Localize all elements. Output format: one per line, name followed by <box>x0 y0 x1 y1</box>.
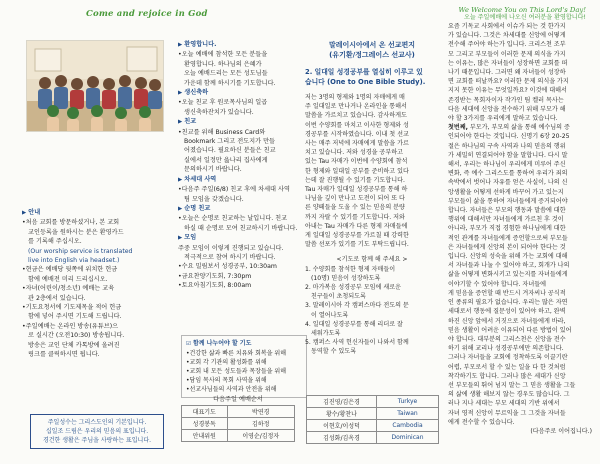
arrow-icon: ▶ <box>178 176 183 183</box>
arrow-icon: ▶ <box>178 235 183 242</box>
arrow-icon: ▶ <box>22 210 27 216</box>
next-gen-line: •다음주 주일(6/8) 친교 후에 차세대 사역 <box>178 186 290 194</box>
guide-line: 함에 예배전 미리 드리십시오. <box>28 275 108 283</box>
birthday-line: 생신축하잔치가 있습니다. <box>184 108 254 116</box>
mission-letter-subtitle: (유기환/정그레이스 선교사) <box>329 51 415 59</box>
checkbox-icon: ☑ <box>186 341 191 347</box>
guide-line: •주일예배는 온라인 방송(유튜브)으 <box>22 322 119 330</box>
mission-letter-body: 저는 3명의 형제와 1명의 자매에게 매 주 일대일로 만나거나 온라인을 통해서 말씀을 가르치고 있습니다. 감사하게도 이번 수양회를 마치고 이사한 형제와 성 경공부를 시작하였습니다. 이내 첫 선교 사는 매주 저녁에 자매에게 말씀을 가르 치고 있습니다. 저와 성경을 공부하고 있는 Tau 자매가 이번에 수양회에 참석 한 형제와 일대일 공부를 준비하고 있다 는데 잘 진행될 수 있기를 기도합니다. Tau 자매가 일대일 성경공부를 통해 하 나님을 깊이 만나고 도전이 되어 또 다 른 양떼들을 도울 수 있는 믿음의 분량 까지 자랄 수 있기를 기도합니다. 저와 아내는 Tau 자매가 다른 형제 자매들에 게 일대일 성경공부를 가르칠 때 강력한 말씀 선포가 있기를 기도 부탁드립니다. <box>305 94 409 249</box>
arrow-icon: ▶ <box>178 42 183 48</box>
prayer-request-list: 1. 수양회를 참석한 형제 자매들이 (10명) 믿음이 성장하도록 2. 마가복음 성경공부 모임에 새로운 친구들이 초청되도록 3. 말레이시아 각 캠퍼스마다 전도의 문 이 열어나도록 4. 일대일 성경공부를 통해 리더로 잘 세워가도록 5. 캠퍼스 사역 헌신자들이 나와서 함께 동역할 수 있도록 <box>305 265 409 356</box>
guide-line: 로 실시간 (오전10:30) 방송됩니다. <box>28 332 125 340</box>
guide-line: 교인등록을 원하시는 분은 환영카드 <box>28 228 124 236</box>
announcement-column-1 <box>22 208 170 360</box>
service-role: 성경봉독 <box>182 418 228 430</box>
meetings-line: 적극적으로 참여 하시기 바랍니다. <box>184 253 276 261</box>
guide-line: 함에 넣어 주시면 기도해 드립니다. <box>28 313 122 321</box>
guide-heading: ▶ 안내 <box>22 209 41 216</box>
welcome-korean: 오늘 주일예배에 나오신 여러분을 환영합니다! <box>463 14 586 21</box>
service-person: 이영순/김정자 <box>227 430 295 442</box>
guide-line: 관 2층에서 있습니다. <box>28 294 86 302</box>
guide-line: •처음 교회를 방문하셨거나, 본 교회 <box>22 219 120 227</box>
next-gen-line: 팀 모임을 갖겠습니다. <box>184 195 244 203</box>
fellowship-line: 문의하시기 바랍니다. <box>184 166 242 174</box>
guide-line: •자녀(어린이/청소년) 예배는 교육 <box>22 285 115 293</box>
welcome-line: 가운데 함께 하시기를 기도합니다. <box>184 79 276 87</box>
service-role: 대표기도 <box>182 406 228 418</box>
motto-box <box>30 414 164 449</box>
shared-prayer-line: •선교사님들의 사역과 안전을 위해 <box>186 386 277 393</box>
fellowship-line: 어졌습니다. 필요하신 분들은 친교 <box>184 147 276 155</box>
meetings-line: •수요 밀림보서 성경공부, 10:30am <box>178 263 277 271</box>
guide-line: •현금은 예배당 뒷쪽에 위치한 헌금 <box>22 266 118 274</box>
fellowship-line: Bookmark 그리고 전도지가 만들 <box>184 138 276 146</box>
table-row <box>307 396 439 408</box>
table-row <box>182 418 295 430</box>
missionary-table <box>306 395 439 444</box>
motto-line: 경건한 생활은 주님을 사랑하는 표입니다. <box>42 437 152 444</box>
service-table-caption: 다음주일 예배순서 <box>213 396 263 403</box>
guide-line: •기도요청서에 기도제목을 적어 헌금 <box>22 304 122 312</box>
announcement-column-2 <box>178 40 300 291</box>
shared-prayer-line: •담임 목사의 목회 사역을 위해 <box>186 377 267 384</box>
pastor-column <box>448 22 592 436</box>
section-heading: 2. 일대일 성경공부를 열심히 이루고 있 습니다 (One to One Bible Study). <box>305 68 426 86</box>
table-row <box>307 432 439 444</box>
meetings-line: 주중 모임이 이렇게 진행되고 있습니다. <box>178 244 284 252</box>
birthday-heading: ▶ 생신축하 <box>178 89 209 97</box>
guide-line: 를 기록해 주십시오. <box>28 238 82 246</box>
welcome-heading: ▶ 환영합니다. <box>178 41 217 48</box>
birthday-line: •오늘 친교 후 원로목사님의 일곱 <box>178 99 268 107</box>
arrow-icon: ▶ <box>178 90 183 97</box>
welcome-english: We Welcome You on This Lord's Day! <box>458 6 586 14</box>
table-row <box>182 406 295 418</box>
meetings-line: •토요아침기도회, 8:00am <box>178 282 252 290</box>
mission-letter-title: 말레이시아에서 온 선교편지 <box>328 41 416 49</box>
service-role: 안내위원 <box>182 430 228 442</box>
mission-country: Cambodia <box>376 420 438 432</box>
prayer-request-heading: <기도로 함께 해 주세요 > <box>336 256 408 264</box>
meetings-line: •금요찬양기도회, 7:30pm <box>178 272 252 280</box>
service-person: 김하정 <box>227 418 295 430</box>
header-left-title: Come and rejoice in God <box>86 9 208 19</box>
welcome-line: 환영합니다. 하나님의 은혜가 <box>184 60 262 68</box>
guide-english-line: (Our worship service is translated <box>28 247 133 255</box>
order-fellowship-line: 하실 때 순명로 모여 친교하시기 바랍니다. <box>184 224 298 232</box>
table-row <box>307 408 439 420</box>
shared-prayer-box <box>181 335 307 398</box>
service-person: 박연경 <box>227 406 295 418</box>
shared-prayer-line: •건강한 삶과 빠른 치유와 회복을 위해 <box>186 350 287 357</box>
guide-line: 링크를 클릭하시면 됩니다. <box>28 351 100 359</box>
guide-english-line: live into English via headset.) <box>28 257 120 265</box>
congregation-photo <box>26 40 164 132</box>
guide-line: 방송은 교인 단체 카톡방에 올려진 <box>28 341 120 349</box>
mission-country: Dominican <box>376 432 438 444</box>
order-fellowship-line: •오늘은 순명로 친교하는 날입니다. 친교 <box>178 215 288 223</box>
next-gen-heading: ▶ 차세대 사역 <box>178 175 217 183</box>
pastor-column-body: 요즘 기독교 사회에서 이슈가 되는 것 한가지 가 있습니다. 그것은 차세대를 신앙에 어떻게 전수해 주어야 하는가 입니다. 크리스천 조부 모 그리고 부모들이 이러한 문제 의식을 가지 는 이유는, 많은 자녀들이 성장하면 교회를 떠 나기 때문입니다. 그러면 왜 자녀들이 성장하 면 교회를 떠날까요? 이러한 문제 의식을 가지 지지 못한 이유는 무엇일까요? 이것에 대해서 존경받는 목회자이자 작가인 팀 켈러 목사는 다음 세대에 신앙을 전수하기 위해 부모가 해 야 할 3가지를 우리에게 말하고 있습니다. 첫번째, 부모가, 부모의 삶을 통해 예수님의 증 인되어야 한다는 것입니다. 신명기 6장 20-25 절은 하나님의 구속 사역과 나의 믿음의 행위 가 세밀히 연결되어야 함을 말합니다. 다시 말 해서, 우리는 하나님이 우리에게 미루어 주신 변화, 즉 예수 그리스도를 통하여 우리가 죄의 속박에서 벗어나 자유를 얻은 사실이, 나의 신 앙생활을 어떻게 선하게 바꾸어 가고 있는지 부모들이 삶을 통하여 자녀들에게 증거되어야 합니다. 자녀들은 부모의 행동과 말씀에 대한 행위에 대해서만 자녀들에게 가르친 후 것이 아니라, 부모가 직접 경험한 하나님에게 대한 적인 관계를 자녀들에게 증언할으로써 부모들 은 자녀들에게 신앙의 본이 되어야 한다는 것 입니다. 신앙의 성숙을 위해 가는 교회에 대해 서 자녀들과 나눌 수 있어야 하고, 회개가 나의 삶을 어떻게 변화시키고 있는지를 자녀들에게 이야기할 수 있어야 합니다. 자녀들에 게 믿음을 증언할 때 반드시 겨자씨나 공식적 인 종류의 필요가 없습니다. 우리는 많은 자연 세대로서 행동에 질문성이 있어야 하고, 완벽 하진 신앙 앞에서 거짓으로 자녀들에게 바라, 믿음 생활이 어려운 이유되어 다른 방법이 있어 야 합니다. 대부분의 그리스천은 신앙을 전수 하기 위해 교리나 성경공부에만 의존합니다. 그러나 자녀들을 교회에 정착하도록 이끌기란 어렵, 부모로서 할 수 있는 일을 다 한 것처럼 착각하기도 합니다. 그러나 많은 세대가 신앙 선 부모들의 뛰어 넘지 말는 그 믿음 생활을 그들 의 삶에 생활 해보지 않는 경우도 많습니다. 그 러나 지나 세대는 부모 세대의 기반 위에서 자녀 영적 신앙이 무르익을 그 그것을 자녀들 에게 전수할 수 있습니다. (다음주로 이어집니다.) <box>448 23 592 435</box>
arrow-icon: ▶ <box>178 119 183 126</box>
shared-prayer-heading: ☑ 함께 나누어야 할 기도 <box>186 340 252 347</box>
shared-prayer-line: •교회 내 모든 성도들과 목장들을 위해 <box>186 368 287 375</box>
mission-letter-column <box>305 40 439 357</box>
congregation-photo-illustration <box>27 41 164 132</box>
fellowship-heading: ▶ 친교 <box>178 118 197 126</box>
arrow-icon: ▶ <box>178 205 183 212</box>
motto-line: 주일성수는 그리스도인의 기본입니다. <box>47 419 147 426</box>
welcome-line: •오늘 예배에 참석한 모든 분들을 <box>178 51 268 59</box>
fellowship-line: 실에서 일정만 읊나리 집사에게 <box>184 156 268 164</box>
fellowship-line: •친교를 위해 Business Card와 <box>178 128 266 136</box>
meetings-heading: ▶ 모임 <box>178 234 197 242</box>
welcome-line: 오늘 예배드리는 모든 성도님들 <box>184 70 268 78</box>
mission-country: Taiwan <box>376 408 438 420</box>
continued-note: (다음주로 이어집니다.) <box>530 427 592 435</box>
missionary-name: 황수/황찬나 <box>307 408 377 420</box>
order-fellowship-heading: ▶ 순명 친교 <box>178 204 211 212</box>
table-row <box>307 420 439 432</box>
mission-country: Turkye <box>376 396 438 408</box>
missionary-name: 김성화/김옥경 <box>307 432 377 444</box>
missionary-name: 김진영/김은경 <box>307 396 377 408</box>
header-right <box>459 6 586 22</box>
shared-prayer-line: •교회 각 기관의 활성화를 위해 <box>186 359 267 366</box>
first-point-label: 첫번째, <box>448 124 468 132</box>
next-sunday-service-table <box>181 394 295 442</box>
motto-line: 십일조 드림은 우리의 믿음의 표입니다. <box>45 428 149 435</box>
missionary-name: 이현호/이성덕 <box>307 420 377 432</box>
table-row <box>182 430 295 442</box>
